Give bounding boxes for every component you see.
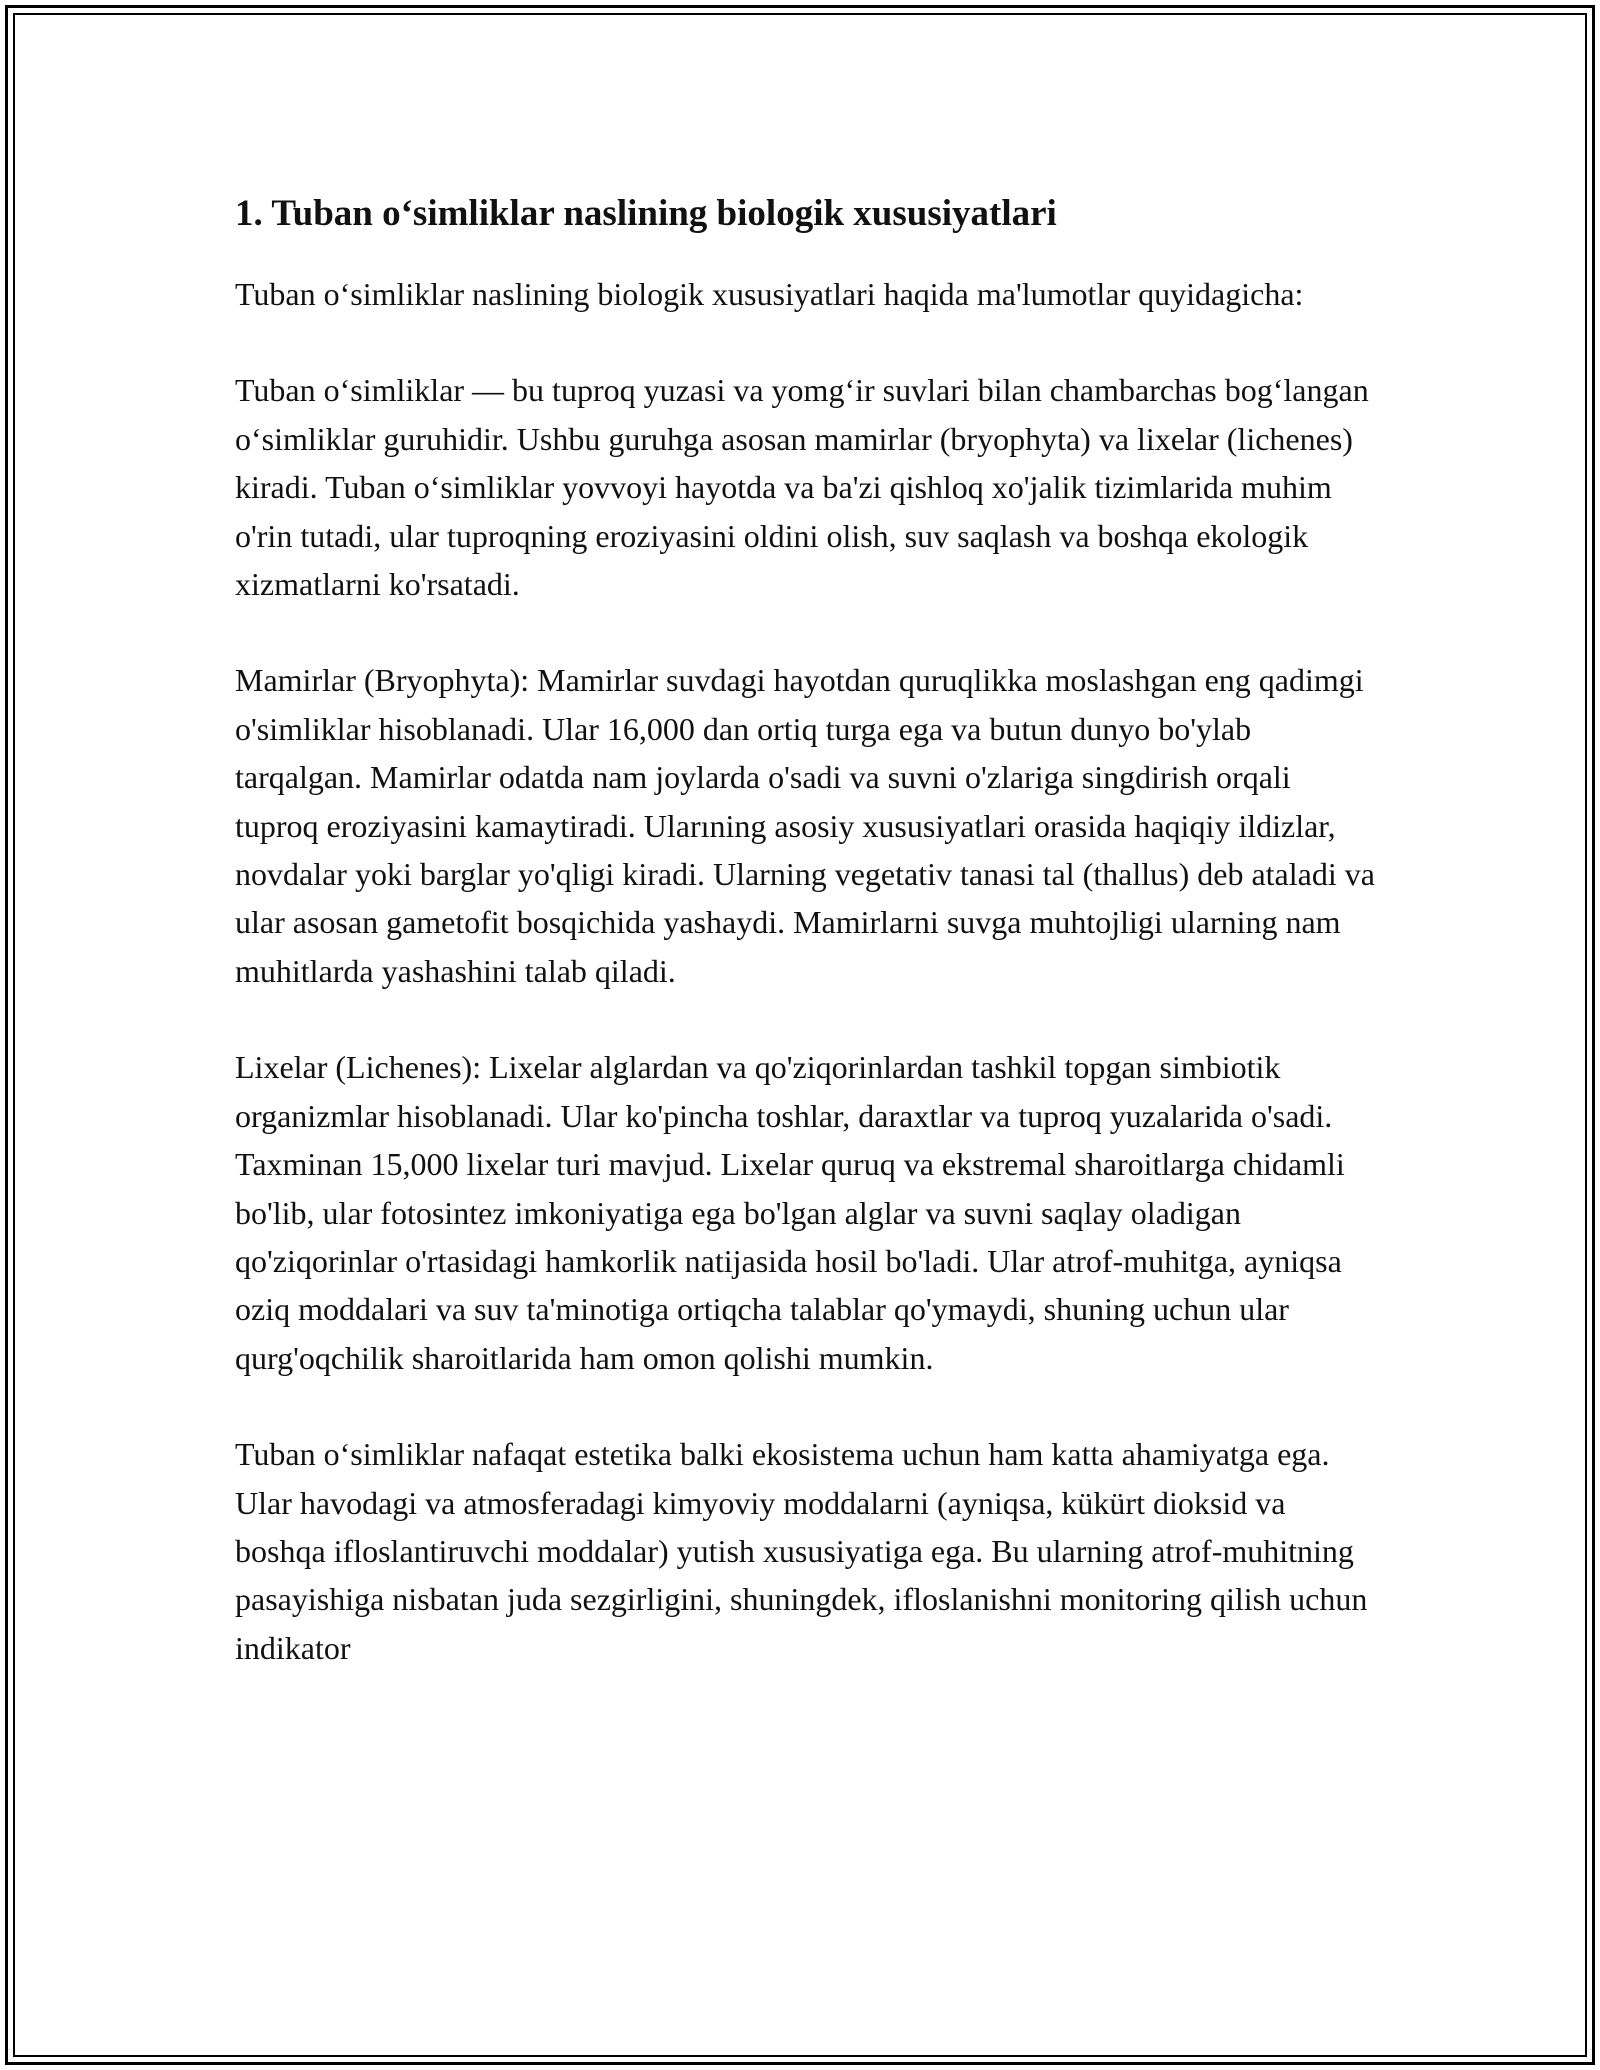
paragraph-overview: Tuban o‘simliklar — bu tuproq yuzasi va yomg‘ir suvlari bilan chambarchas bog‘langan o‘simliklar guruhidir. Ushbu guruhga asosan mamirlar (bryophyta) va lixelar (lichenes) kiradi. Tuban o‘simliklar yovvoyi hayotda va ba'zi qishloq xo'jalik tizimlarida muhim o'rin tutadi, ular tuproqning eroziyasini oldini olish, suv saqlash va boshqa ekologik xizmatlarni ko'rsatadi. <box>235 372 1369 603</box>
paragraph-ecological-importance: Tuban o‘simliklar nafaqat estetika balki ekosistema uchun ham katta ahamiyatga ega. Ular havodagi va atmosferadagi kimyoviy moddalarni (ayniqsa, kükürt dioksid va boshqa ifloslantiruvchi moddalar) yutish xususiyatiga ega. Bu ularning atrof-muhitning pasayishiga nisbatan juda sezgirligini, shuningdek, ifloslanishni monitoring qilish uchun indikator <box>235 1436 1368 1666</box>
paragraph-bryophyta: Mamirlar (Bryophyta): Mamirlar suvdagi hayotdan quruqlikka moslashgan eng qadimgi o'simliklar hisoblanadi. Ular 16,000 dan ortiq turga ega va butun dunyo bo'ylab tarqalgan. Mamirlar odatda nam joylarda o'sadi va suvni o'zlariga singdirish orqali tuproq eroziyasini kamaytiradi. Ularıning asosiy xususiyatlari orasida haqiqiy ildizlar, novdalar yoki barglar yo'qligi kiradi. Ularning vegetativ tanasi tal (thallus) deb ataladi va ular asosan gametofit bosqichida yashaydi. Mamirlarni suvga muhtojligi ularning nam muhitlarda yashashini talab qiladi. <box>235 662 1375 989</box>
document-title: 1. Tuban o‘simliklar naslining biologik xususiyatlari <box>235 193 1057 234</box>
paragraph-lichenes: Lixelar (Lichenes): Lixelar alglardan va qo'ziqorinlardan tashkil topgan simbiotik organizmlar hisoblanadi. Ular ko'pincha toshlar, daraxtlar va tuproq yuzalarida o'sadi. Taxminan 15,000 lixelar turi mavjud. Lixelar quruq va ekstremal sharoitlarga chidamli bo'lib, ular fotosintez imkoniyatiga ega bo'lgan alglar va suvni saqlay oladigan qo'ziqorinlar o'rtasidagi hamkorlik natijasida hosil bo'ladi. Ular atrof-muhitga, ayniqsa oziq moddalari va suv ta'minotiga ortiqcha talablar qo'ymaydi, shuning uchun ular qurg'oqchilik sharoitlarida ham omon qolishi mumkin. <box>235 1049 1345 1376</box>
paragraph-intro: Tuban o‘simliklar naslining biologik xususiyatlari haqida ma'lumotlar quyidagicha: <box>235 276 1304 312</box>
document-body <box>235 186 1375 1720</box>
